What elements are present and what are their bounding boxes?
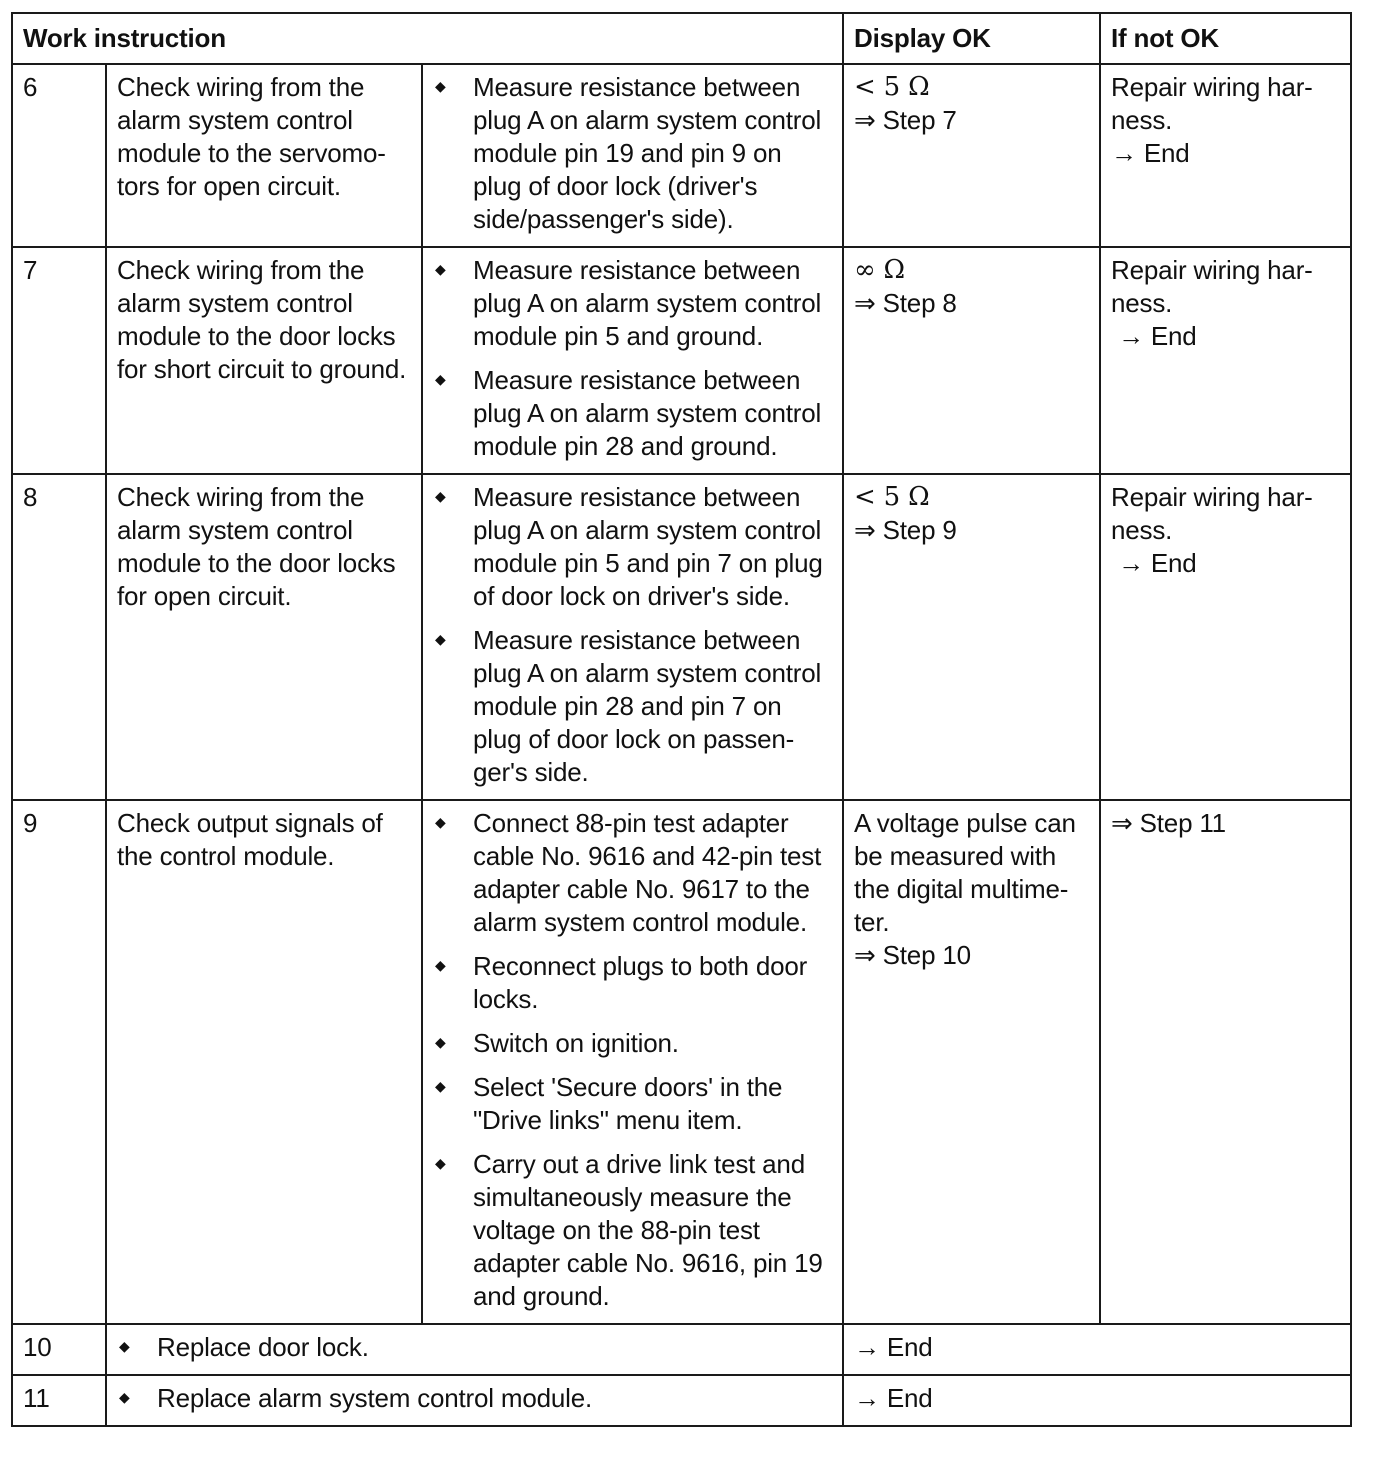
result-cell: → End xyxy=(843,1375,1351,1426)
if-not-ok-action: Repair wiring har-ness. xyxy=(1111,482,1313,545)
if-not-ok-next: ⇒ Step 11 xyxy=(1111,808,1226,838)
step-number: 11 xyxy=(12,1375,106,1426)
instruction-cell xyxy=(106,1324,843,1375)
check-description: Check wiring from the alarm system control module to the servomo-tors for open circuit. xyxy=(106,64,422,247)
if-not-ok-action: Repair wiring har-ness. xyxy=(1111,72,1313,135)
if-not-ok-next: → End xyxy=(1111,548,1197,578)
table-row xyxy=(12,474,1351,800)
instruction-item: ◆ Replace alarm system control module. xyxy=(117,1382,832,1415)
display-ok-cell xyxy=(843,247,1100,474)
display-ok-next: ⇒ Step 9 xyxy=(854,515,957,545)
display-ok-cell xyxy=(843,474,1100,800)
table-row xyxy=(12,64,1351,247)
table-header-row xyxy=(12,13,1351,64)
instruction-cell xyxy=(422,800,843,1324)
step-number: 8 xyxy=(12,474,106,800)
instruction-item: ◆ Connect 88-pin test adapter cable No. 9616 and 42-pin test adapter cable No. 9617 to the alarm system control module. xyxy=(433,807,832,939)
instruction-item: ◆ Replace door lock. xyxy=(117,1331,832,1364)
if-not-ok-cell xyxy=(1100,800,1351,1324)
display-ok-value: < 5 Ω xyxy=(854,72,930,102)
instruction-item: ◆ Measure resistance between plug A on alarm system control module pin 5 and ground. xyxy=(433,254,832,353)
if-not-ok-action: Repair wiring har-ness. xyxy=(1111,255,1313,318)
display-ok-cell xyxy=(843,64,1100,247)
result-cell: → End xyxy=(843,1324,1351,1375)
if-not-ok-cell xyxy=(1100,474,1351,800)
instruction-item: ◆ Select 'Secure doors' in the "Drive links" menu item. xyxy=(433,1071,832,1137)
header-if-not-ok: If not OK xyxy=(1100,13,1351,64)
instruction-item: ◆ Measure resistance between plug A on alarm system control module pin 28 and ground. xyxy=(433,364,832,463)
header-work-instruction: Work instruction xyxy=(12,13,843,64)
table-row xyxy=(12,800,1351,1324)
header-display-ok: Display OK xyxy=(843,13,1100,64)
step-number: 6 xyxy=(12,64,106,247)
display-ok-next: ⇒ Step 10 xyxy=(854,940,971,970)
if-not-ok-next: → End xyxy=(1111,138,1190,168)
table-row xyxy=(12,1375,1351,1426)
display-ok-cell xyxy=(843,800,1100,1324)
check-description: Check wiring from the alarm system control module to the door locks for short circuit to ground. xyxy=(106,247,422,474)
if-not-ok-next: → End xyxy=(1111,321,1197,351)
instruction-item: ◆ Switch on ignition. xyxy=(433,1027,832,1060)
step-number: 7 xyxy=(12,247,106,474)
display-ok-next: ⇒ Step 8 xyxy=(854,288,957,318)
step-number: 10 xyxy=(12,1324,106,1375)
table-row xyxy=(12,247,1351,474)
display-ok-value: < 5 Ω xyxy=(854,482,930,512)
table-row xyxy=(12,1324,1351,1375)
check-description: Check output signals of the control module. xyxy=(106,800,422,1324)
instruction-cell xyxy=(106,1375,843,1426)
instruction-cell xyxy=(422,474,843,800)
display-ok-next: ⇒ Step 7 xyxy=(854,105,957,135)
instruction-item: ◆ Carry out a drive link test and simultaneously measure the voltage on the 88-pin test adapter cable No. 9616, pin 19 and ground. xyxy=(433,1148,832,1313)
work-instruction-table xyxy=(11,12,1352,1427)
instruction-cell xyxy=(422,247,843,474)
instruction-item: ◆ Reconnect plugs to both door locks. xyxy=(433,950,832,1016)
work-instruction-page xyxy=(11,12,1352,1427)
instruction-item: ◆ Measure resistance between plug A on alarm system control module pin 28 and pin 7 on plug of door lock on passen-ger's side. xyxy=(433,624,832,789)
instruction-cell xyxy=(422,64,843,247)
if-not-ok-cell xyxy=(1100,247,1351,474)
step-number: 9 xyxy=(12,800,106,1324)
if-not-ok-cell xyxy=(1100,64,1351,247)
display-ok-value: A voltage pulse can be measured with the digital multime-ter. xyxy=(854,808,1083,937)
instruction-item: ◆ Measure resistance between plug A on alarm system control module pin 19 and pin 9 on plug of door lock (driver's side/passenger's side). xyxy=(433,71,832,236)
display-ok-value: ∞ Ω xyxy=(854,255,905,285)
instruction-item: ◆ Measure resistance between plug A on alarm system control module pin 5 and pin 7 on plug of door lock on driver's side. xyxy=(433,481,832,613)
check-description: Check wiring from the alarm system control module to the door locks for open circuit. xyxy=(106,474,422,800)
